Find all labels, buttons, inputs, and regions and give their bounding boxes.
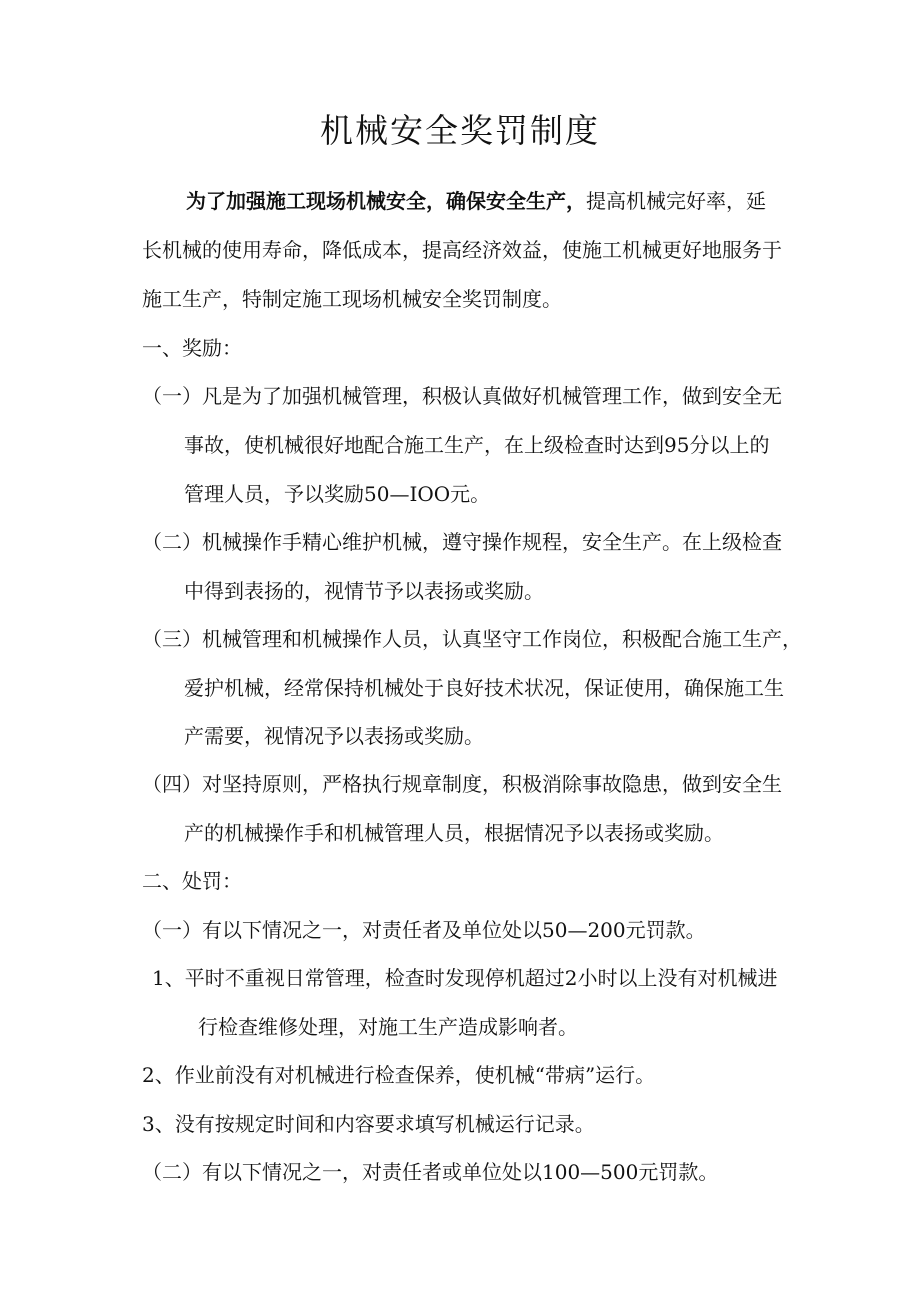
reward-item-3-line-2: 爱护机械，经常保持机械处于良好技术状况，保证使用，确保施工生 — [184, 676, 784, 700]
reward-item-4-line-1: （四）对坚持原则，严格执行规章制度，积极消除事故隐患，做到安全生 — [142, 772, 782, 796]
reward-item-3-line-3: 产需要，视情况予以表扬或奖励。 — [184, 724, 484, 748]
penalty-item-2: （二）有以下情况之一，对责任者或单位处以100—500元罚款。 — [142, 1160, 719, 1184]
reward-item-1-line-1: （一）凡是为了加强机械管理，积极认真做好机械管理工作，做到安全无 — [142, 384, 782, 408]
intro-line-2: 长机械的使用寿命，降低成本，提高经济效益，使施工机械更好地服务于 — [142, 238, 782, 262]
reward-item-2-line-2: 中得到表扬的，视情节予以表扬或奖励。 — [184, 579, 544, 603]
penalty-sub-3: 3、没有按规定时间和内容要求填写机械运行记录。 — [142, 1112, 595, 1136]
reward-item-2-line-1: （二）机械操作手精心维护机械，遵守操作规程，安全生产。在上级检查 — [142, 530, 782, 554]
intro-bold-text: 为了加强施工现场机械安全，确保安全生产， — [186, 189, 586, 213]
reward-item-1-line-2: 事故，使机械很好地配合施工生产，在上级检查时达到95分以上的 — [184, 433, 770, 457]
intro-line-3: 施工生产，特制定施工现场机械安全奖罚制度。 — [142, 287, 562, 311]
penalty-sub-2: 2、作业前没有对机械进行检查保养，使机械“带病”运行。 — [142, 1063, 656, 1087]
penalty-sub-1-line-1: 1、平时不重视日常管理，检查时发现停机超过2小时以上没有对机械进 — [152, 966, 778, 990]
intro-line-1 — [186, 185, 766, 217]
penalty-sub-1-line-2: 行检查维修处理，对施工生产造成影响者。 — [198, 1015, 578, 1039]
section-heading-rewards: 一、奖励： — [142, 336, 242, 360]
section-heading-penalties: 二、处罚： — [142, 869, 242, 893]
reward-item-4-line-2: 产的机械操作手和机械管理人员，根据情况予以表扬或奖励。 — [184, 821, 724, 845]
reward-item-1-line-3: 管理人员，予以奖励50—IOO元。 — [184, 482, 491, 506]
document-title: 机械安全奖罚制度 — [320, 111, 600, 150]
reward-item-3-line-1: （三）机械管理和机械操作人员，认真坚守工作岗位，积极配合施工生产， — [142, 627, 802, 651]
penalty-item-1: （一）有以下情况之一，对责任者及单位处以50—200元罚款。 — [142, 918, 706, 942]
intro-text: 提高机械完好率，延 — [586, 189, 766, 213]
